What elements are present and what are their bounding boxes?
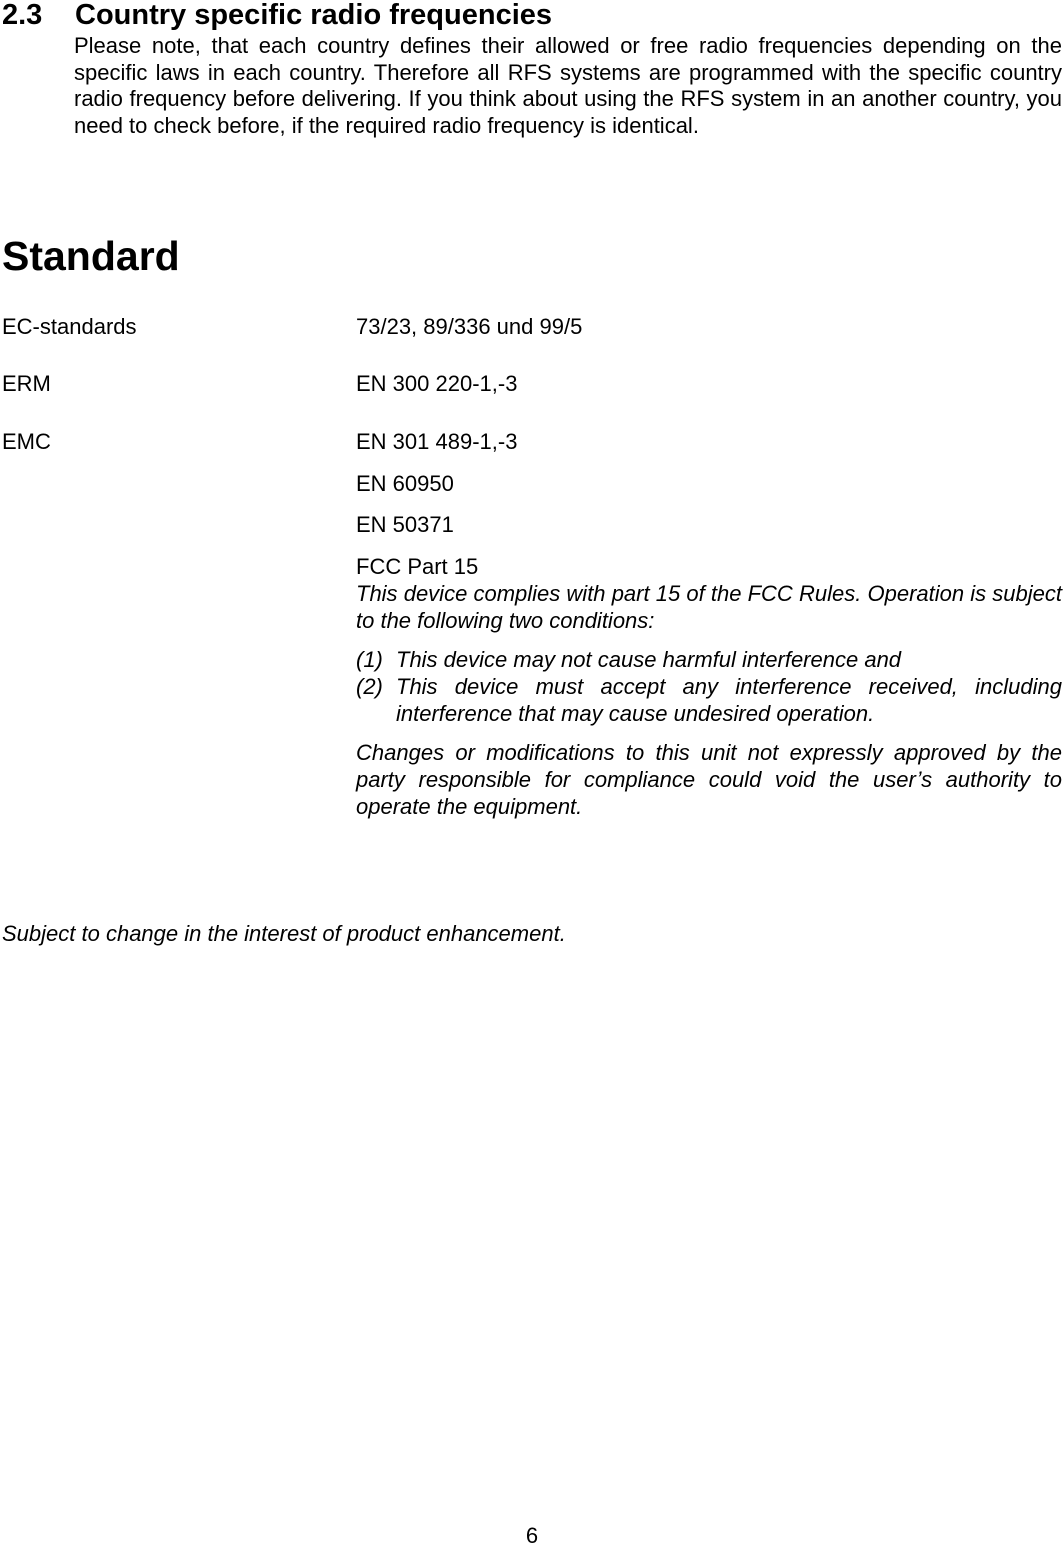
emc-label: EMC — [2, 429, 51, 454]
condition-text: This device must accept any interference received, including interference that may cause undesired operation. — [396, 674, 1062, 726]
ec-standards-label: EC-standards — [2, 314, 137, 339]
erm-value: EN 300 220-1,-3 — [356, 371, 518, 396]
section-title: Country specific radio frequencies — [75, 0, 553, 31]
condition-text: This device may not cause harmful interference and — [396, 647, 902, 672]
fcc-statement: This device complies with part 15 of the FCC Rules. Operation is subject to the following two conditions: — [356, 581, 1062, 633]
fcc-conditions-list — [356, 646, 1062, 727]
section-number: 2.3 — [2, 0, 43, 31]
fcc-warning: Changes or modifications to this unit not expressly approved by the party responsible for compliance could void the user’s authority to operate the equipment. — [356, 740, 1062, 819]
condition-number: (1) — [356, 647, 383, 672]
en-50371-value: EN 50371 — [356, 512, 454, 537]
fcc-heading: FCC Part 15 — [356, 554, 479, 579]
standard-title: Standard — [2, 233, 180, 279]
erm-label: ERM — [2, 371, 51, 396]
section-intro-paragraph: Please note, that each country defines their allowed or free radio frequencies depending on the specific laws in each country. Therefore all RFS systems are programmed with the specific country radio frequency before delivering. If you think about using the RFS system in an another country, you need to check before, if the required radio frequency is identical. — [74, 33, 1062, 138]
fcc-block — [356, 553, 1062, 820]
en-60950-value: EN 60950 — [356, 471, 454, 496]
list-item — [356, 646, 1062, 673]
page-number: 6 — [525, 1523, 539, 1548]
emc-value: EN 301 489-1,-3 — [356, 429, 518, 454]
section-heading — [2, 0, 552, 32]
list-item — [356, 673, 1062, 727]
condition-number: (2) — [356, 674, 383, 699]
ec-standards-value: 73/23, 89/336 und 99/5 — [356, 314, 583, 339]
subject-to-change-note: Subject to change in the interest of product enhancement. — [2, 921, 566, 946]
